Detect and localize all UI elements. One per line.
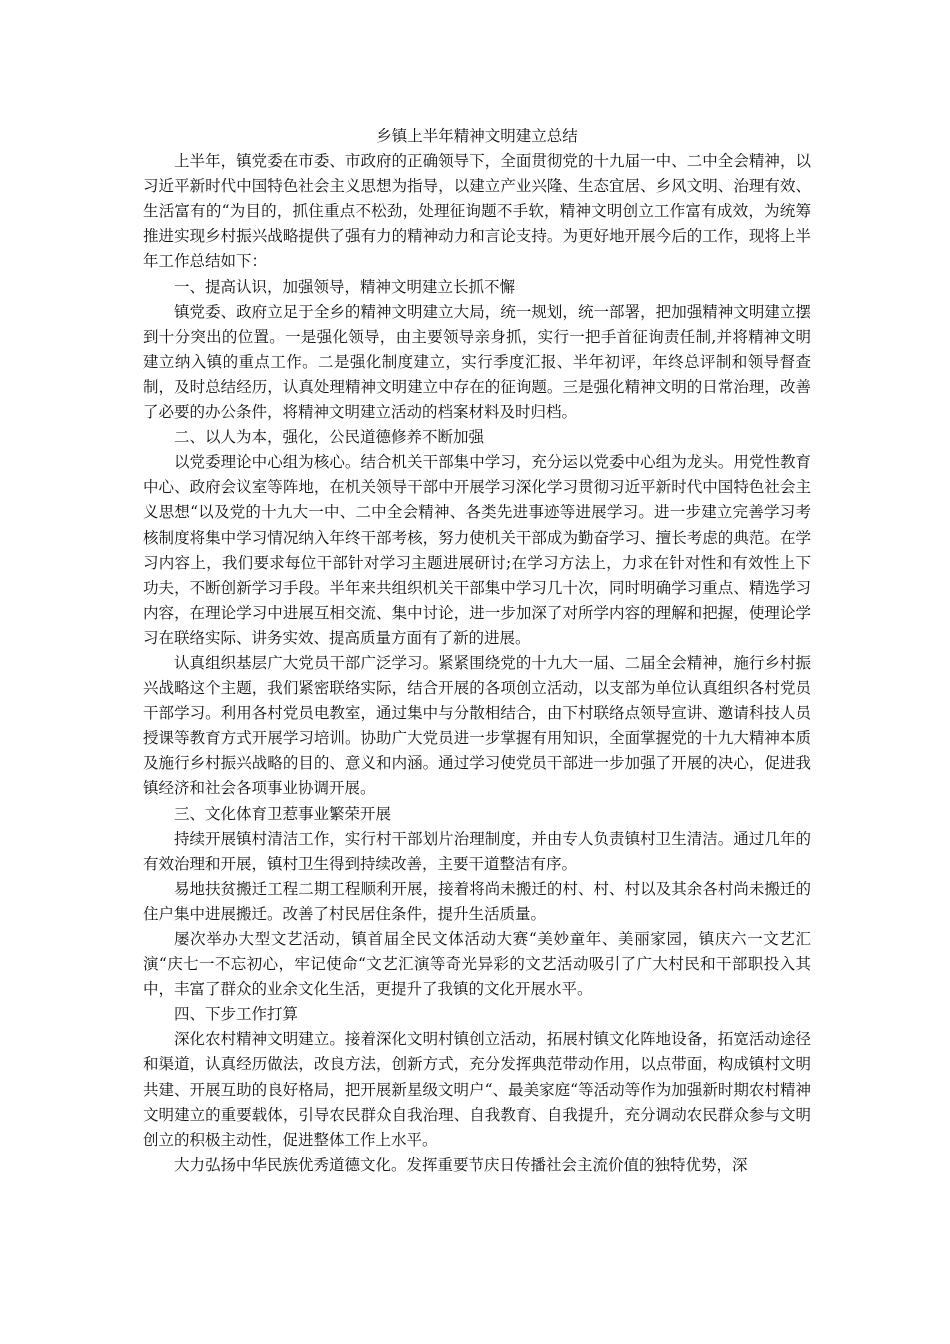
body-paragraph: 镇党委、政府立足于全乡的精神文明建立大局，统一规划，统一部署，把加强精神文明建立摆到十分突出的位置。一是强化领导，由主要领导亲身抓，实行一把手首征询责任制,并将精神文明建立纳入镇的重点工作。二是强化制度建立，实行季度汇报、半年初评，年终总评制和领导督查制，及时总结经历，认真处理精神文明建立中存在的征询题。三是强化精神文明的日常治理，改善了必要的办公条件，将精神文明建立活动的档案材料及时归档。 [143,302,811,422]
section-heading-3: 三、文化体育卫惹事业繁荣开展 [174,804,392,823]
body-paragraph: 以党委理论中心组为核心。结合机关干部集中学习，充分运以党委中心组为龙头。用党性教育中心、政府会议室等阵地，在机关领导干部中开展学习深化学习贯彻习近平新时代中国特色社会主义思想“以及党的十九大一中、二中全会精神、各类先进事迹等进展学习。进一步建立完善学习考核制度将集中学习情况纳入年终干部考核，努力使机关干部成为勤奋学习、擅长考虑的典范。在学习内容上，我们要求每位干部针对学习主题进展研讨;在学习方法上，力求在针对性和有效性上下功夫，不断创新学习手段。半年来共组织机关干部集中学习几十次，同时明确学习重点、精选学习内容，在理论学习中进展互相交流、集中讨论，进一步加深了对所学内容的理解和把握，使理论学习在联络实际、讲务实效、提高质量方面有了新的进展。 [143,453,811,647]
document-page [143,124,811,1178]
section-heading-4: 四、下步工作打算 [174,1005,299,1024]
body-paragraph: 易地扶贫搬迁工程二期工程顺利开展，接着将尚未搬迁的村、村、村以及其余各村尚未搬迁的住户集中进展搬迁。改善了村民居住条件，提升生活质量。 [143,879,811,923]
document-title: 乡镇上半年精神文明建立总结 [376,127,578,145]
section-heading-1: 一、提高认识，加强领导，精神文明建立长抓不懈 [174,277,516,296]
intro-paragraph: 上半年，镇党委在市委、市政府的正确领导下，全面贯彻党的十九届一中、二中全会精神，以习近平新时代中国特色社会主义思想为指导，以建立产业兴隆、生态宜居、乡风文明、治理有效、生活富有的“为目的，抓住重点不松劲，处理征询题不手软，精神文明创立工作富有成效，为统筹推进实现乡村振兴战略提供了强有力的精神动力和言论支持。为更好地开展今后的工作，现将上半年工作总结如下： [143,152,811,271]
body-paragraph: 深化农村精神文明建立。接着深化文明村镇创立活动，拓展村镇文化阵地设备，拓宽活动途径和渠道，认真经历做法，改良方法，创新方式，充分发挥典范带动作用，以点带面，构成镇村文明共建、开展互助的良好格局，把开展新星级文明户“、最美家庭“等活动等作为加强新时期农村精神文明建立的重要载体，引导农民群众自我治理、自我教育、自我提升，充分调动农民群众参与文明创立的积极主动性，促进整体工作上水平。 [143,1030,811,1149]
body-paragraph: 大力弘扬中华民族优秀道德文化。发挥重要节庆日传播社会主流价值的独特优势，深 [174,1155,748,1174]
document-body [143,149,811,1178]
body-paragraph: 屡次举办大型文艺活动，镇首届全民文体活动大赛“美妙童年、美丽家园，镇庆六一文艺汇演“庆七一不忘初心，牢记使命“文艺汇演等奇光异彩的文艺活动吸引了广大村民和干部职投入其中，丰富了群众的业余文化生活，更提升了我镇的文化开展水平。 [143,930,811,999]
section-heading-2: 二、以人为本，强化，公民道德修养不断加强 [174,428,485,447]
body-paragraph: 持续开展镇村清洁工作，实行村干部划片治理制度，并由专人负责镇村卫生清洁。通过几年的有效治理和开展，镇村卫生得到持续改善，主要干道整洁有序。 [143,829,811,873]
body-paragraph: 认真组织基层广大党员干部广泛学习。紧紧围绕党的十九大一届、二届全会精神，施行乡村振兴战略这个主题，我们紧密联络实际，结合开展的各项创立活动，以支部为单位认真组织各村党员干部学习。利用各村党员电教室，通过集中与分散相结合，由下村联络点领导宣讲、邀请科技人员授课等教育方式开展学习培训。协助广大党员进一步掌握有用知识，全面掌握党的十九大精神本质及施行乡村振兴战略的目的、意义和内涵。通过学习使党员干部进一步加强了开展的决心，促进我镇经济和社会各项事业协调开展。 [143,653,811,798]
